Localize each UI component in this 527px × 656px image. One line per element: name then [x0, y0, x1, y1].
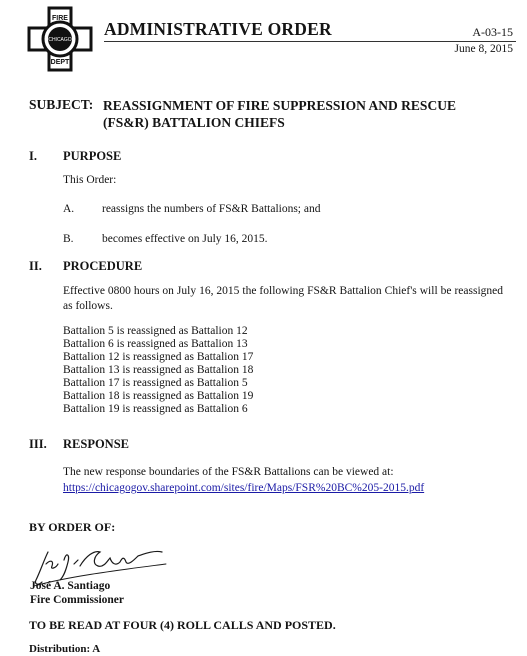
logo-bottom-text: DEPT: [50, 59, 70, 66]
document-title: ADMINISTRATIVE ORDER: [104, 19, 332, 39]
reassignment-item: Battalion 6 is reassigned as Battalion 13: [63, 338, 248, 350]
section-response-number: III.: [29, 437, 47, 451]
reassignment-item: Battalion 12 is reassigned as Battalion 17: [63, 351, 254, 363]
subject-label: SUBJECT:: [29, 97, 94, 112]
section-purpose-title: PURPOSE: [63, 149, 122, 163]
purpose-item-letter: B.: [63, 233, 74, 245]
distribution-line: Distribution: A: [29, 643, 101, 655]
section-response-title: RESPONSE: [63, 437, 129, 451]
by-order-of-label: BY ORDER OF:: [29, 520, 116, 534]
reassignment-item: Battalion 19 is reassigned as Battalion 6: [63, 403, 248, 415]
section-procedure-title: PROCEDURE: [63, 259, 143, 273]
signer-name: José A. Santiago: [30, 580, 111, 592]
roll-call-notice: TO BE READ AT FOUR (4) ROLL CALLS AND POSTED.: [29, 618, 336, 632]
order-number: A-03-15: [472, 25, 513, 39]
procedure-paragraph: Effective 0800 hours on July 16, 2015 the following FS&R Battalion Chief's will be reassigned as follows.: [63, 285, 503, 312]
subject-text: REASSIGNMENT OF FIRE SUPPRESSION AND RESCUE (FS&R) BATTALION CHIEFS: [103, 98, 456, 130]
purpose-item-text: reassigns the numbers of FS&R Battalions; and: [102, 203, 321, 215]
reassignment-item: Battalion 18 is reassigned as Battalion 19: [63, 390, 254, 402]
logo-top-text: FIRE: [52, 15, 68, 22]
fire-department-logo: [27, 6, 93, 72]
purpose-item-letter: A.: [63, 203, 75, 215]
signer-title: Fire Commissioner: [30, 593, 125, 606]
reassignment-item: Battalion 13 is reassigned as Battalion 18: [63, 364, 254, 376]
purpose-intro: This Order:: [63, 174, 117, 186]
logo-center-text: CHICAGO: [48, 37, 72, 43]
order-date: June 8, 2015: [454, 43, 513, 55]
reassignment-item: Battalion 17 is reassigned as Battalion 5: [63, 377, 248, 389]
boundaries-map-link[interactable]: https://chicagogov.sharepoint.com/sites/fire/Maps/FSR%20BC%205-2015.pdf: [63, 482, 425, 494]
header-divider: [104, 41, 516, 42]
response-paragraph: The new response boundaries of the FS&R Battalions can be viewed at:: [63, 466, 394, 478]
reassignment-list: [63, 325, 253, 416]
reassignment-item: Battalion 5 is reassigned as Battalion 12: [63, 325, 248, 337]
signer-block: [30, 580, 124, 607]
section-procedure-number: II.: [29, 259, 42, 273]
purpose-item-text: becomes effective on July 16, 2015.: [102, 233, 268, 245]
section-purpose-number: I.: [29, 149, 37, 163]
